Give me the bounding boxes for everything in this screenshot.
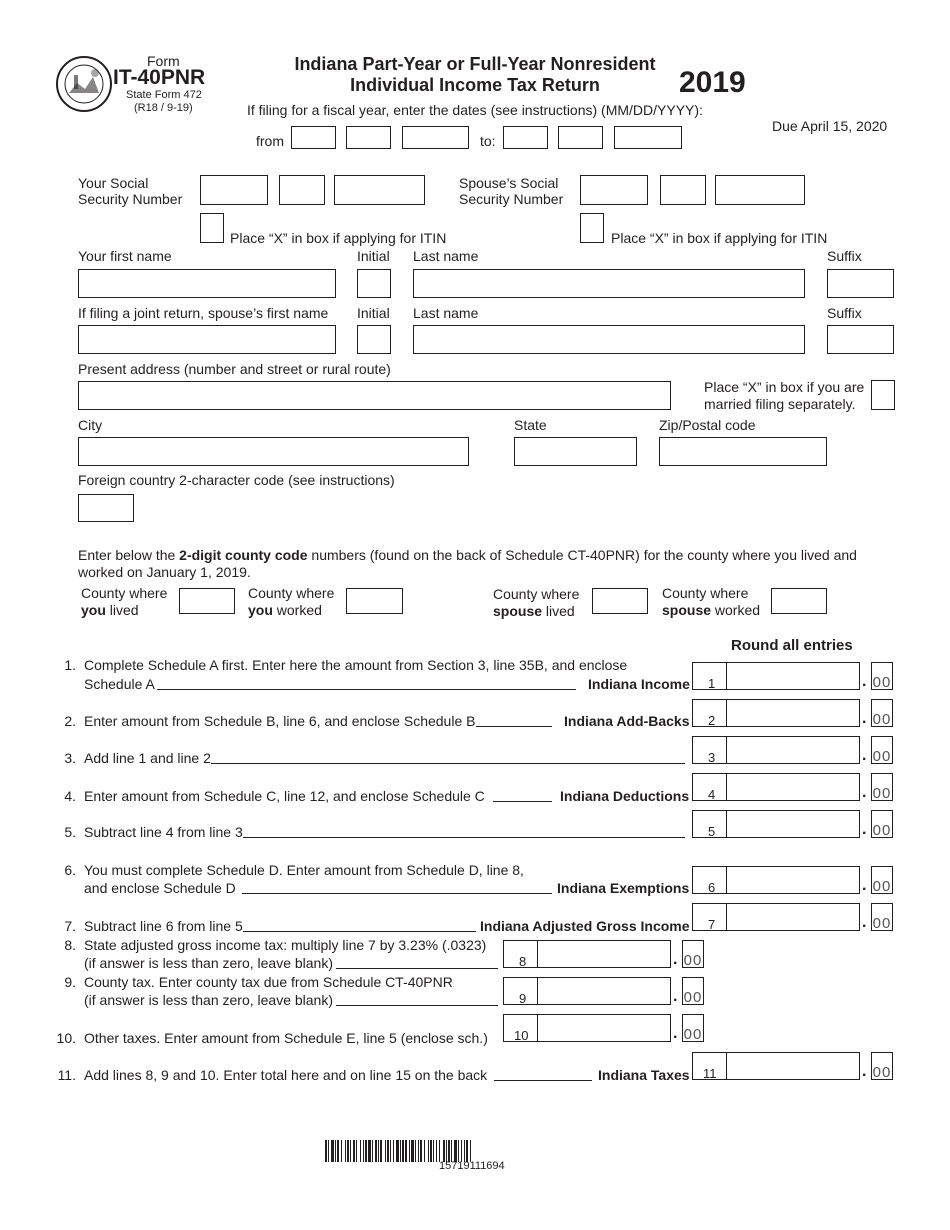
barcode-bar — [341, 1140, 342, 1162]
line-7-box-number: 7 — [708, 917, 716, 932]
line-9-box-number: 9 — [519, 991, 527, 1006]
barcode-bar — [335, 1140, 336, 1162]
county-intro-line2: worked on January 1, 2019. — [78, 564, 251, 580]
last-name-field[interactable] — [413, 269, 805, 298]
barcode-bar — [378, 1140, 379, 1162]
line-4-box-number: 4 — [708, 787, 716, 802]
barcode-bar — [466, 1140, 468, 1162]
county-spouse-worked-rest: worked — [711, 602, 761, 618]
barcode-bar — [436, 1140, 437, 1162]
line-7-box-divider — [726, 903, 727, 931]
spouse-first-name-label: If filing a joint return, spouse’s first name — [78, 305, 329, 321]
county-you-lived-rest: lived — [105, 602, 139, 618]
fiscal-from-year[interactable] — [402, 126, 469, 149]
line-8-text-b: (if answer is less than zero, leave blank) — [84, 955, 333, 971]
state-seal — [55, 55, 113, 113]
last-name-label: Last name — [413, 248, 479, 264]
line-5-box-number: 5 — [708, 824, 716, 839]
initial-field[interactable] — [357, 269, 391, 298]
county-spouse-lived-rest: lived — [542, 603, 575, 619]
barcode-bar — [385, 1140, 386, 1162]
barcode-bar — [428, 1140, 429, 1162]
fiscal-to-month[interactable] — [503, 126, 548, 149]
line-1-leader — [157, 689, 576, 690]
county-you-lived-label-bottom — [81, 602, 139, 619]
barcode-number: 15719111694 — [439, 1160, 505, 1172]
suffix-label: Suffix — [827, 248, 862, 264]
line-6-box-divider — [726, 866, 727, 894]
barcode-bar — [368, 1140, 371, 1162]
line-2-number: 2. — [64, 713, 76, 729]
line-9-number: 9. — [64, 974, 76, 990]
barcode-bar — [350, 1140, 351, 1162]
foreign-country-label: Foreign country 2-character code (see instructions) — [78, 472, 395, 488]
county-spouse-lived-label-bottom — [493, 603, 575, 620]
line-1-number: 1. — [64, 657, 76, 673]
line-5-leader — [243, 837, 685, 838]
line-9-amount-frame — [503, 977, 671, 1005]
barcode-bar — [380, 1140, 382, 1162]
line-10-decimal: . — [673, 1025, 678, 1042]
line-6-amount-frame — [692, 866, 860, 894]
line-4-label: Indiana Deductions — [560, 788, 690, 804]
line-1-decimal: . — [862, 673, 867, 690]
line-1-label: Indiana Income — [588, 676, 690, 692]
line-1-box-number: 1 — [708, 676, 716, 691]
county-you-lived-field[interactable] — [179, 588, 235, 614]
from-label: from — [256, 133, 284, 149]
line-4-decimal: . — [862, 784, 867, 801]
line-11-label: Indiana Taxes — [598, 1067, 690, 1083]
spouse-initial-field[interactable] — [357, 325, 391, 354]
barcode-bar — [365, 1140, 367, 1162]
line-7-number: 7. — [64, 918, 76, 934]
line-3-number: 3. — [64, 750, 76, 766]
mfs-checkbox[interactable] — [871, 380, 895, 410]
barcode-bar — [400, 1140, 401, 1162]
state-field[interactable] — [514, 437, 637, 466]
fiscal-year-note: If filing for a fiscal year, enter the dates (see instructions) (MM/DD/YYYY): — [247, 102, 703, 118]
barcode-bar — [424, 1140, 425, 1162]
line-11-decimal: . — [862, 1063, 867, 1080]
line-11-box-divider — [726, 1052, 727, 1080]
ssn-label-line2: Security Number — [78, 191, 183, 207]
barcode-bar — [451, 1140, 452, 1162]
form-title-line2: Individual Income Tax Return — [350, 75, 600, 95]
county-you-lived-label-top: County where — [81, 585, 168, 601]
line-5-text: Subtract line 4 from line 3 — [84, 824, 243, 840]
spouse-suffix-field[interactable] — [827, 325, 894, 354]
barcode-bar — [411, 1140, 414, 1162]
line-11-leader — [494, 1080, 592, 1081]
line-6-number: 6. — [64, 862, 76, 878]
barcode-bar — [331, 1140, 334, 1162]
due-date: Due April 15, 2020 — [772, 118, 888, 134]
first-name-field[interactable] — [78, 269, 336, 298]
county-spouse-lived-field[interactable] — [592, 588, 648, 614]
line-9-box-divider — [537, 977, 538, 1005]
county-spouse-lived-bold: spouse — [493, 603, 543, 619]
itin-checkbox[interactable] — [200, 213, 224, 243]
barcode-bar — [375, 1140, 377, 1162]
barcode-bar — [396, 1140, 399, 1162]
barcode-bar — [325, 1140, 327, 1162]
barcode-bar — [347, 1140, 349, 1162]
line-10-number: 10. — [56, 1030, 76, 1046]
line-6-decimal: . — [862, 877, 867, 894]
line-4-number: 4. — [64, 788, 76, 804]
barcode-bar — [443, 1140, 445, 1162]
city-label: City — [78, 417, 103, 433]
itin-label: Place “X” in box if applying for ITIN — [230, 230, 447, 246]
line-6-leader — [242, 893, 552, 894]
barcode-bar — [390, 1140, 391, 1162]
barcode-bar — [415, 1140, 416, 1162]
barcode-bar — [458, 1140, 459, 1162]
barcode-bar — [418, 1140, 419, 1162]
spouse-ssn-part1[interactable] — [580, 175, 648, 205]
line-2-decimal: . — [862, 710, 867, 727]
first-name-label: Your first name — [78, 248, 172, 264]
line-2-amount-frame — [692, 699, 860, 727]
form-id: IT-40PNR — [113, 66, 206, 89]
line-5-box-divider — [726, 810, 727, 838]
spouse-ssn-label-line2: Security Number — [459, 191, 564, 207]
round-entries-note: Round all entries — [731, 637, 853, 654]
line-2-text: Enter amount from Schedule B, line 6, and enclose Schedule B — [84, 713, 476, 729]
barcode-bar — [360, 1140, 361, 1162]
fiscal-to-day[interactable] — [558, 126, 603, 149]
tax-year: 2019 — [679, 66, 746, 99]
line-1-box-divider — [726, 662, 727, 690]
line-9-text-b: (if answer is less than zero, leave blank) — [84, 992, 333, 1008]
line-10-box-divider — [537, 1014, 538, 1042]
line-9-decimal: . — [673, 988, 678, 1005]
line-3-text: Add line 1 and line 2 — [84, 750, 211, 766]
line-4-amount-frame — [692, 773, 860, 801]
line-4-cents[interactable]: 00 — [871, 773, 893, 801]
county-you-worked-field[interactable] — [346, 588, 403, 614]
barcode — [325, 1140, 625, 1162]
line-10-box-number: 10 — [514, 1028, 529, 1043]
barcode-bar — [363, 1140, 364, 1162]
line-4-leader — [493, 801, 552, 802]
line-9-leader — [336, 1005, 498, 1006]
line-8-decimal: . — [673, 951, 678, 968]
line-6-box-number: 6 — [708, 880, 716, 895]
to-label: to: — [480, 133, 496, 149]
form-word: Form — [147, 53, 180, 69]
line-5-amount-frame — [692, 810, 860, 838]
barcode-bar — [461, 1140, 462, 1162]
barcode-bar — [454, 1140, 457, 1162]
line-8-box-number: 8 — [519, 954, 527, 969]
barcode-bar — [464, 1140, 465, 1162]
county-spouse-worked-bold: spouse — [662, 602, 712, 618]
county-spouse-lived-label-top: County where — [493, 586, 580, 602]
fiscal-from-day[interactable] — [346, 126, 391, 149]
line-3-decimal: . — [862, 747, 867, 764]
spouse-itin-checkbox[interactable] — [580, 213, 604, 243]
spouse-ssn-part3[interactable] — [715, 175, 805, 205]
county-you-lived-bold: you — [81, 602, 106, 618]
county-spouse-worked-label-top: County where — [662, 585, 749, 601]
county-spouse-worked-label-bottom — [662, 602, 760, 619]
line-6-cents[interactable]: 00 — [871, 866, 893, 894]
spouse-ssn-label-line1: Spouse’s Social — [459, 175, 559, 191]
line-11-number: 11. — [57, 1067, 76, 1083]
line-7-amount-frame — [692, 903, 860, 931]
line-6-label: Indiana Exemptions — [557, 880, 690, 896]
initial-label: Initial — [357, 248, 390, 264]
city-field[interactable] — [78, 437, 469, 466]
line-7-label: Indiana Adjusted Gross Income — [480, 918, 690, 934]
county-intro-bold: 2-digit county code — [179, 547, 308, 563]
ssn-part1[interactable] — [200, 175, 268, 205]
line-1-cents[interactable]: 00 — [871, 662, 893, 690]
line-8-box-divider — [537, 940, 538, 968]
zip-label: Zip/Postal code — [659, 417, 756, 433]
barcode-bar — [420, 1140, 422, 1162]
line-2-box-divider — [726, 699, 727, 727]
spouse-ssn-part2[interactable] — [660, 175, 706, 205]
line-2-label: Indiana Add-Backs — [564, 713, 690, 729]
spouse-initial-label: Initial — [357, 305, 390, 321]
line-1-text-b: Schedule A — [84, 676, 155, 692]
barcode-bar — [387, 1140, 389, 1162]
line-3-box-number: 3 — [708, 750, 716, 765]
barcode-bar — [409, 1140, 410, 1162]
line-9-text-a: County tax. Enter county tax due from Schedule CT-40PNR — [84, 974, 453, 990]
county-intro-line1 — [78, 547, 857, 564]
barcode-bar — [328, 1140, 329, 1162]
state-label: State — [514, 417, 547, 433]
ssn-part2[interactable] — [279, 175, 325, 205]
line-6-text-a: You must complete Schedule D. Enter amount from Schedule D, line 8, — [84, 862, 524, 878]
line-11-amount-frame — [692, 1052, 860, 1080]
line-10-text: Other taxes. Enter amount from Schedule E, line 5 (enclose sch.) — [84, 1030, 488, 1046]
line-5-decimal: . — [862, 821, 867, 838]
county-intro-post: numbers (found on the back of Schedule CT-40PNR) for the county where you lived and — [307, 547, 857, 563]
spouse-suffix-label: Suffix — [827, 305, 862, 321]
line-8-text-a: State adjusted gross income tax: multiply line 7 by 3.23% (.0323) — [84, 937, 487, 953]
county-you-worked-label-top: County where — [248, 585, 335, 601]
line-1-amount-frame — [692, 662, 860, 690]
line-6-text-b: and enclose Schedule D — [84, 880, 236, 896]
form-title-line1: Indiana Part-Year or Full-Year Nonresident — [294, 54, 656, 74]
line-4-text: Enter amount from Schedule C, line 12, and enclose Schedule C — [84, 788, 485, 804]
line-1-text-a: Complete Schedule A first. Enter here the amount from Section 3, line 35B, and enclose — [84, 657, 628, 673]
form-revision: (R18 / 9-19) — [134, 102, 193, 114]
line-9-cents[interactable]: 00 — [682, 977, 704, 1005]
suffix-field[interactable] — [827, 269, 894, 298]
address-label: Present address (number and street or rural route) — [78, 361, 391, 377]
county-you-worked-rest: worked — [272, 602, 322, 618]
barcode-bar — [405, 1140, 407, 1162]
line-3-box-divider — [726, 736, 727, 764]
line-11-text: Add lines 8, 9 and 10. Enter total here and on line 15 on the back — [84, 1067, 488, 1083]
ssn-part3[interactable] — [334, 175, 425, 205]
fiscal-from-month[interactable] — [291, 126, 336, 149]
barcode-bar — [372, 1140, 373, 1162]
county-intro-pre: Enter below the — [78, 547, 180, 563]
barcode-bar — [446, 1140, 447, 1162]
line-8-cents[interactable]: 00 — [682, 940, 704, 968]
line-11-cents[interactable]: 00 — [871, 1052, 893, 1080]
fiscal-to-year[interactable] — [614, 126, 682, 149]
barcode-bar — [433, 1140, 434, 1162]
barcode-bar — [353, 1140, 355, 1162]
barcode-bar — [439, 1140, 440, 1162]
foreign-country-field[interactable] — [78, 494, 134, 522]
line-2-cents[interactable]: 00 — [871, 699, 893, 727]
spouse-itin-label: Place “X” in box if applying for ITIN — [611, 230, 828, 246]
barcode-bar — [356, 1140, 357, 1162]
line-7-text: Subtract line 6 from line 5 — [84, 918, 243, 934]
line-8-amount-frame — [503, 940, 671, 968]
line-5-number: 5. — [64, 824, 76, 840]
barcode-bar — [345, 1140, 346, 1162]
line-7-cents[interactable]: 00 — [871, 903, 893, 931]
line-8-number: 8. — [64, 937, 76, 953]
barcode-bar — [430, 1140, 432, 1162]
line-2-leader — [476, 726, 552, 727]
mfs-label-line2: married filing separately. — [704, 396, 856, 412]
line-10-cents[interactable]: 00 — [682, 1014, 704, 1042]
mfs-label-line1: Place “X” in box if you are — [704, 379, 865, 395]
line-7-decimal: . — [862, 914, 867, 931]
county-spouse-worked-field[interactable] — [771, 588, 827, 614]
line-3-leader — [211, 763, 685, 764]
line-3-cents[interactable]: 00 — [871, 736, 893, 764]
barcode-bar — [393, 1140, 394, 1162]
address-field[interactable] — [78, 381, 671, 410]
barcode-bar — [470, 1140, 471, 1162]
line-5-cents[interactable]: 00 — [871, 810, 893, 838]
line-2-box-number: 2 — [708, 713, 716, 728]
ssn-label-line1: Your Social — [78, 175, 149, 191]
spouse-last-name-label: Last name — [413, 305, 479, 321]
barcode-bar — [402, 1140, 404, 1162]
barcode-bar — [337, 1140, 339, 1162]
line-4-box-divider — [726, 773, 727, 801]
zip-field[interactable] — [659, 437, 827, 466]
spouse-first-name-field[interactable] — [78, 325, 336, 354]
spouse-last-name-field[interactable] — [413, 325, 805, 354]
county-you-worked-label-bottom — [248, 602, 322, 619]
line-8-leader — [336, 968, 498, 969]
line-3-amount-frame — [692, 736, 860, 764]
barcode-bar — [448, 1140, 450, 1162]
county-you-worked-bold: you — [248, 602, 273, 618]
state-form-number: State Form 472 — [126, 89, 202, 101]
line-11-box-number: 11 — [703, 1066, 717, 1081]
line-7-leader — [243, 931, 476, 932]
